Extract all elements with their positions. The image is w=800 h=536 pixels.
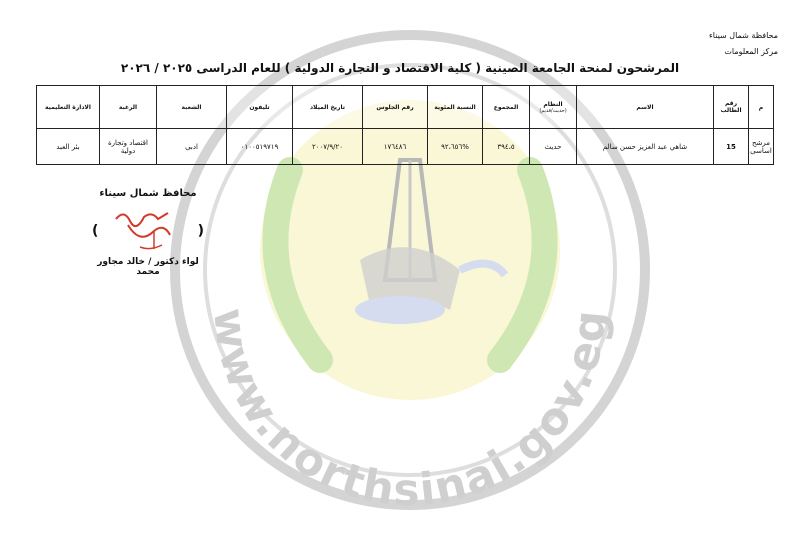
- cell-name: شاهي عبد العزيز حسن سالم: [577, 129, 714, 165]
- col-header-branch: الشعبة: [157, 86, 227, 129]
- cell-seat: ١٧٦٤٨٦: [363, 129, 428, 165]
- cell-student-no: 15: [714, 129, 749, 165]
- department-label: مركز المعلومات: [724, 47, 778, 56]
- cell-phone: ٠١٠٠٥١٩٧١٩: [227, 129, 293, 165]
- col-header-dob: تاريخ الميلاد: [293, 86, 363, 129]
- col-header-system-label: النظام: [543, 100, 563, 108]
- candidates-table: [36, 85, 774, 165]
- governorate-label: محافظة شمال سيناء: [709, 31, 778, 40]
- handwritten-signature: [110, 205, 180, 255]
- signatory-name: لواء دكتور / خالد مجاور محمد: [97, 257, 199, 277]
- signature-title: محافظ شمال سيناء: [99, 188, 197, 199]
- col-header-percent: النسبة المئوية: [428, 86, 483, 129]
- col-header-student-no: رقم الطالب: [714, 86, 749, 129]
- cell-system: حديث: [530, 129, 577, 165]
- watermark-url: www.northsinai.gov.eg: [202, 305, 617, 517]
- col-header-index: م: [749, 86, 774, 129]
- signature-block: [88, 188, 208, 277]
- table-row: [37, 129, 774, 165]
- col-header-phone: تليفون: [227, 86, 293, 129]
- col-header-desire: الرغبة: [100, 86, 157, 129]
- cell-total: ٣٩٤،٥: [483, 129, 530, 165]
- signature-close-paren: ): [92, 223, 99, 239]
- table-header-row: [37, 86, 774, 129]
- cell-index: مرشح اساسى: [749, 129, 774, 165]
- document-title: المرشحون لمنحة الجامعة الصينية ( كلية الاقتصاد و التجارة الدولية ) للعام الدراسى ٢٠٢٥ / ٢٠٢٦: [120, 61, 680, 75]
- col-header-system-sub: (حديث/قديم): [539, 107, 567, 114]
- signature-open-paren: (: [197, 223, 204, 239]
- col-header-seat: رقم الجلوس: [363, 86, 428, 129]
- cell-desire: اقتصاد وتجارة دولية: [100, 129, 157, 165]
- col-header-system: [530, 86, 577, 129]
- cell-percent: %٩٢،٦٥٦: [428, 129, 483, 165]
- col-header-admin: الادارة التعليمية: [37, 86, 100, 129]
- cell-branch: ادبى: [157, 129, 227, 165]
- cell-admin: بئر العبد: [37, 129, 100, 165]
- col-header-total: المجموع: [483, 86, 530, 129]
- col-header-name: الاسم: [577, 86, 714, 129]
- cell-dob: ٢٠٠٧/٩/٢٠: [293, 129, 363, 165]
